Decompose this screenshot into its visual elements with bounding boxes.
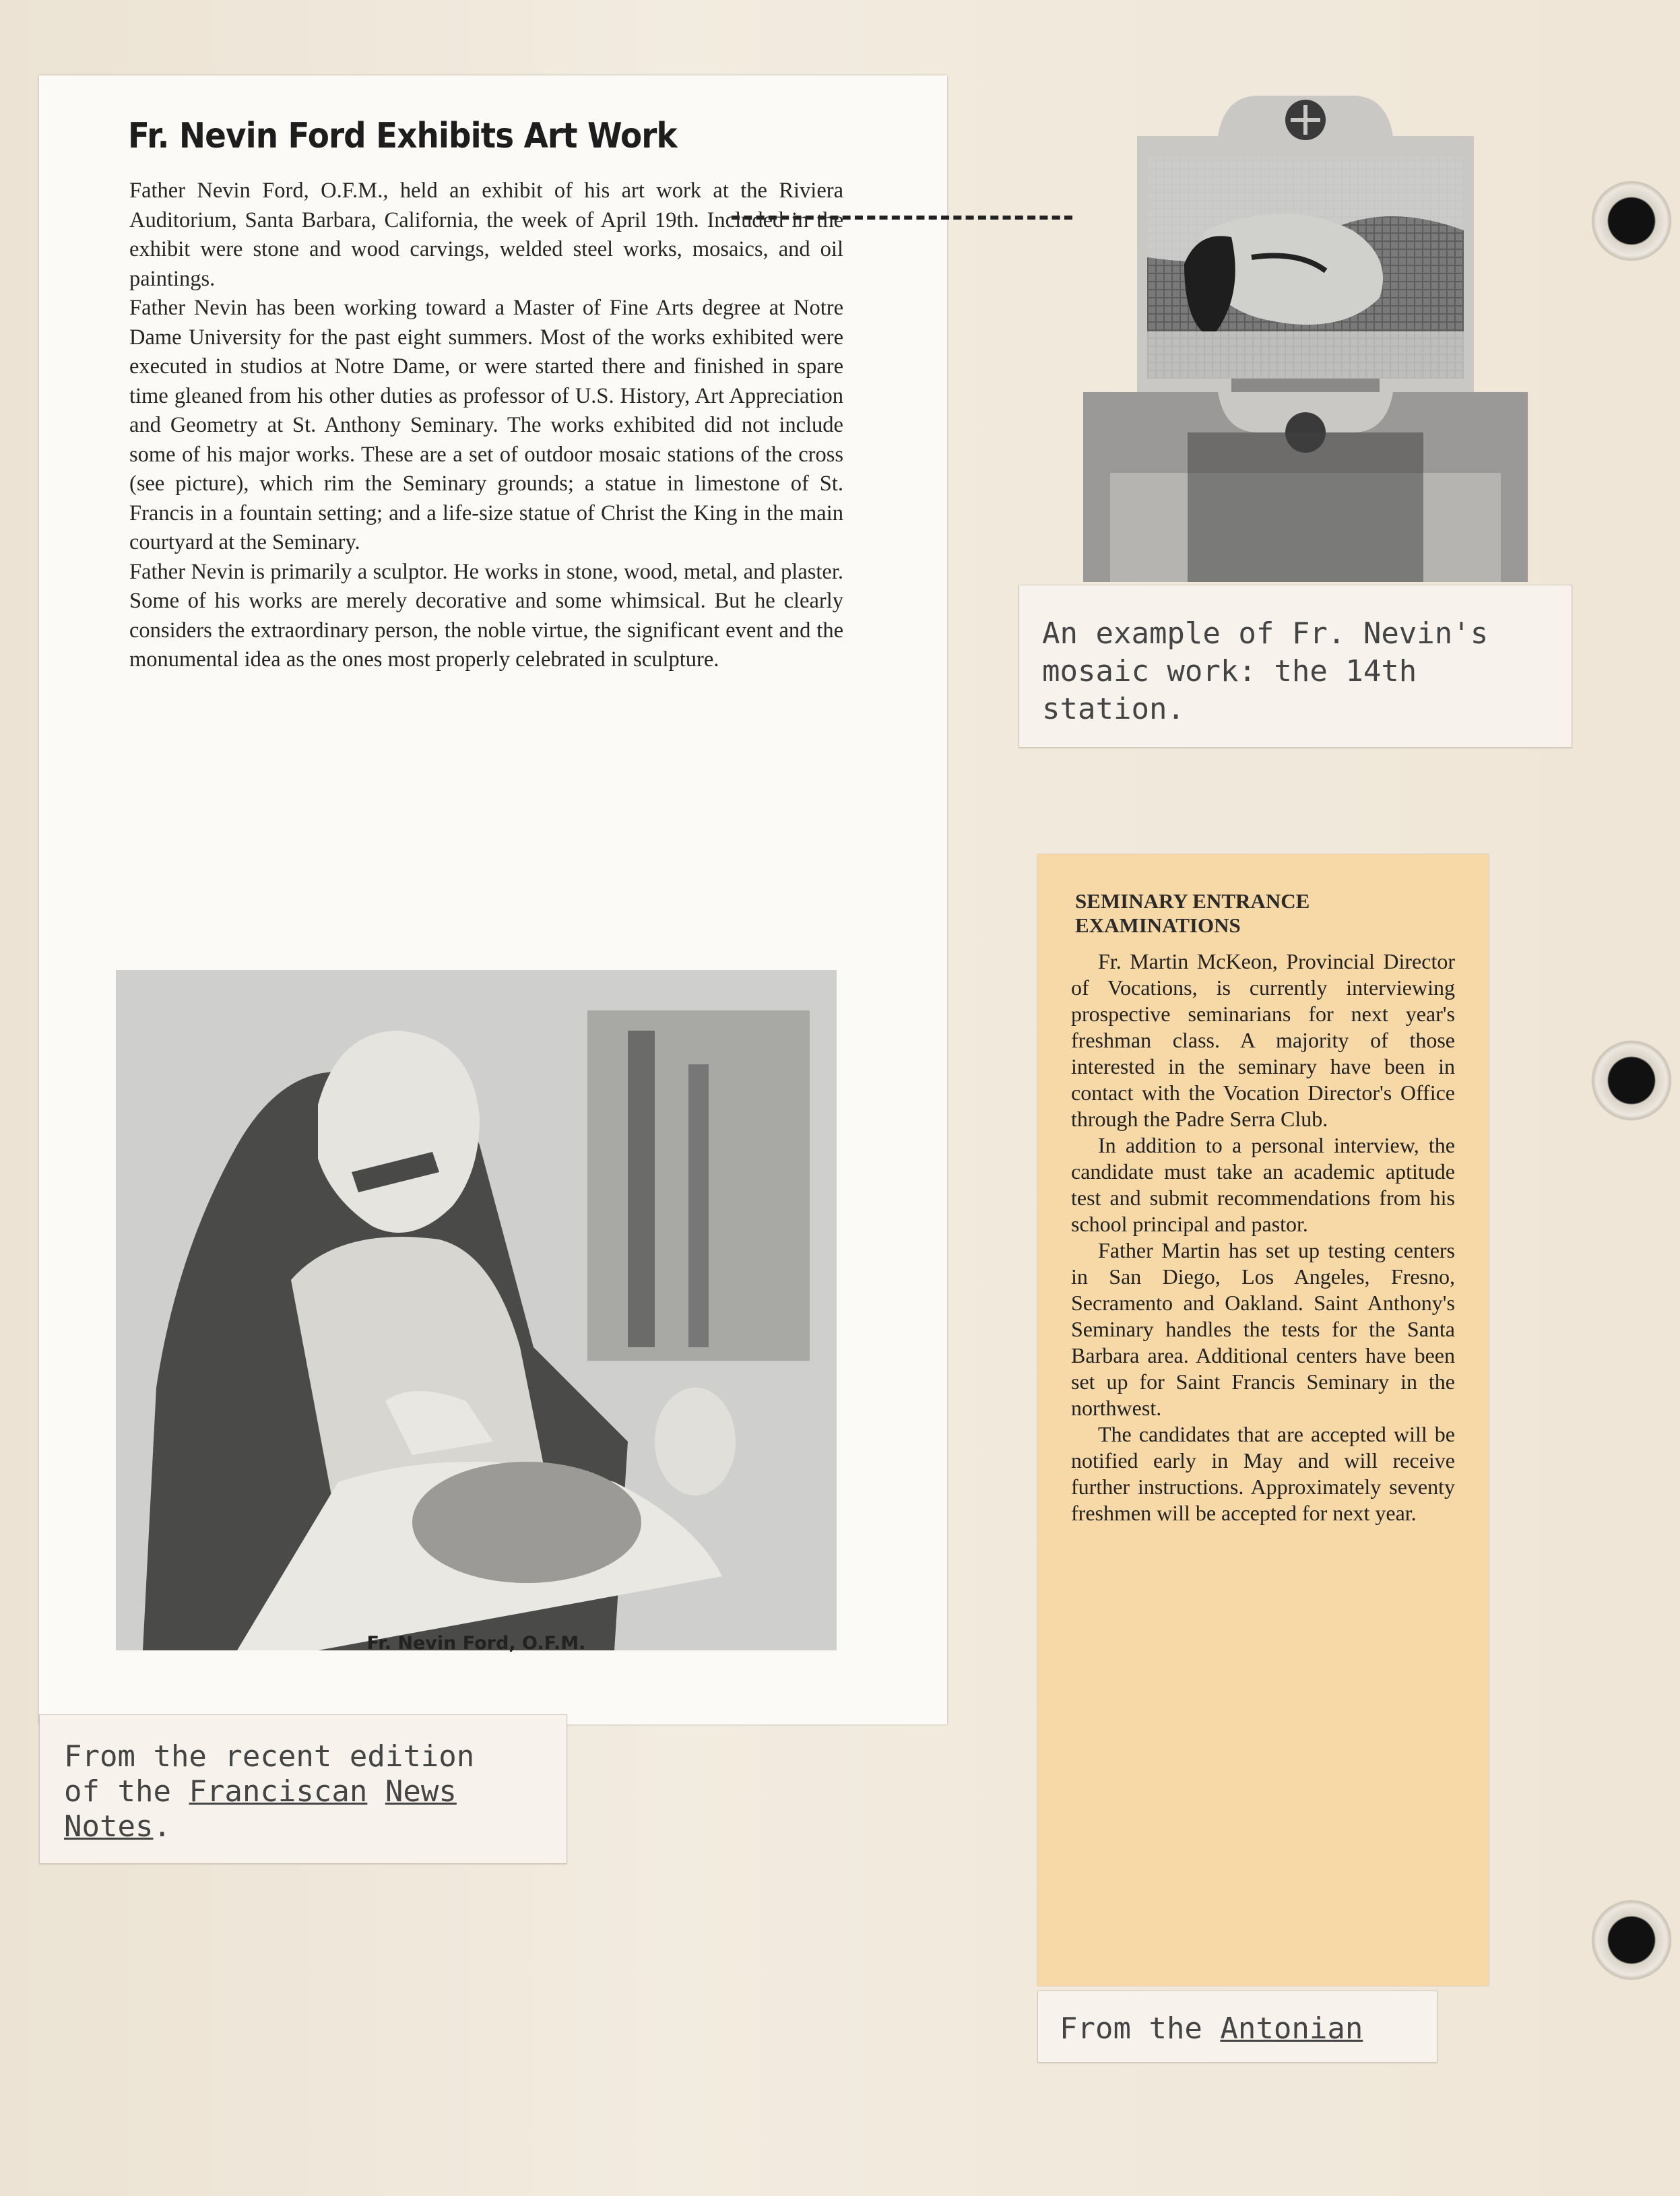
clipping-paragraph: The candidates that are accepted will be notified early in May and will receive further instructions. Approximately seventy freshmen will be accepted for next year. — [1071, 1422, 1455, 1525]
sculptor-photo-image — [116, 970, 837, 1650]
seminary-clipping — [1037, 854, 1489, 1986]
clipping-paragraph: Fr. Martin McKeon, Provincial Director of Vocations, is currently interviewing prospective seminarians for next year's freshman class. A majority of those interested in the seminary have been in contact with the Vocation Director's Office through the Padre Serra Club. — [1071, 949, 1455, 1131]
binder-hole-top — [1591, 181, 1672, 261]
label-text — [367, 1774, 385, 1809]
label-underlined-text: Franciscan — [189, 1774, 368, 1809]
clipping-paragraph: Father Martin has set up testing centers in San Diego, Los Angeles, Fresno, Secramento and Oakland. Saint Anthony's Seminary handles the tests for the Santa Barbara area. Additional centers have been set up for Saint Francis Seminary in the northwest. — [1071, 1238, 1455, 1420]
clipping-headline — [1075, 889, 1452, 938]
label-line: From the recent edition — [64, 1739, 475, 1774]
source-label-news-notes — [39, 1714, 567, 1864]
label-text: . — [153, 1809, 171, 1844]
label-line: station. — [1042, 692, 1185, 726]
binder-hole-middle — [1591, 1040, 1672, 1121]
clipping-paragraph: In addition to a personal interview, the candidate must take an academic aptitude test and submit recommendations from his school principal and pastor. — [1071, 1133, 1455, 1236]
article-paragraph: Father Nevin is primarily a sculptor. He works in stone, wood, metal, and plaster. Some of his works are merely decorative and some whimsical. But he clearly considers the extraordinary person, the noble virtue, the significant event and the monumental idea as the ones most properly celebrated in sculpture. — [129, 559, 843, 672]
label-line: mosaic work: the 14th — [1042, 654, 1417, 688]
photo-caption: Fr. Nevin Ford, O.F.M. — [366, 1633, 586, 1654]
clipping-headline-line: SEMINARY ENTRANCE — [1075, 889, 1310, 913]
label-line — [64, 1809, 474, 1844]
label-underlined-text: Notes — [64, 1809, 154, 1844]
source-label-antonian — [1037, 1991, 1437, 2063]
article-paragraph: Father Nevin has been working toward a Master of Fine Arts degree at Notre Dame University for the past eight summers. Most of the works exhibited were executed in studios at Notre Dame, or were started there and finished in spare time gleaned from his other duties as professor of U.S. History, Art Appreciation and Geometry at St. Anthony Seminary. The works exhibited did not include some of his major works. These are a set of outdoor mosaic stations of the cross (see picture), which rim the Seminary grounds; a statue in limestone of St. Francis in a fountain setting; and a life-size statue of Christ the King in the main courtyard at the Seminary. — [129, 296, 843, 554]
label-underlined-text: News — [385, 1774, 457, 1809]
label-line — [64, 1774, 474, 1809]
article-paragraph: Father Nevin Ford, O.F.M., held an exhibit of his art work at the Riviera Auditorium, Santa Barbara, California, the week of April 19th. Included in the exhibit were stone and wood carvings, welded steel works, mosaics, and oil paintings. — [129, 179, 843, 291]
article-headline: Fr. Nevin Ford Exhibits Art Work — [128, 116, 677, 156]
label-text: of the — [64, 1774, 189, 1809]
mosaic-station-photo — [1083, 96, 1528, 582]
binder-hole-bottom — [1591, 1900, 1672, 1980]
label-line: An example of Fr. Nevin's — [1042, 616, 1489, 651]
clipping-body — [1071, 948, 1455, 1526]
clipping-headline-line: EXAMINATIONS — [1075, 913, 1241, 937]
label-underlined-text: Antonian — [1220, 2011, 1363, 2046]
label-text: From the — [1060, 2011, 1221, 2046]
sculptor-photo — [116, 970, 837, 1650]
source-label-mosaic — [1019, 585, 1572, 748]
article-body — [129, 176, 843, 675]
mosaic-station-image — [1083, 96, 1528, 582]
